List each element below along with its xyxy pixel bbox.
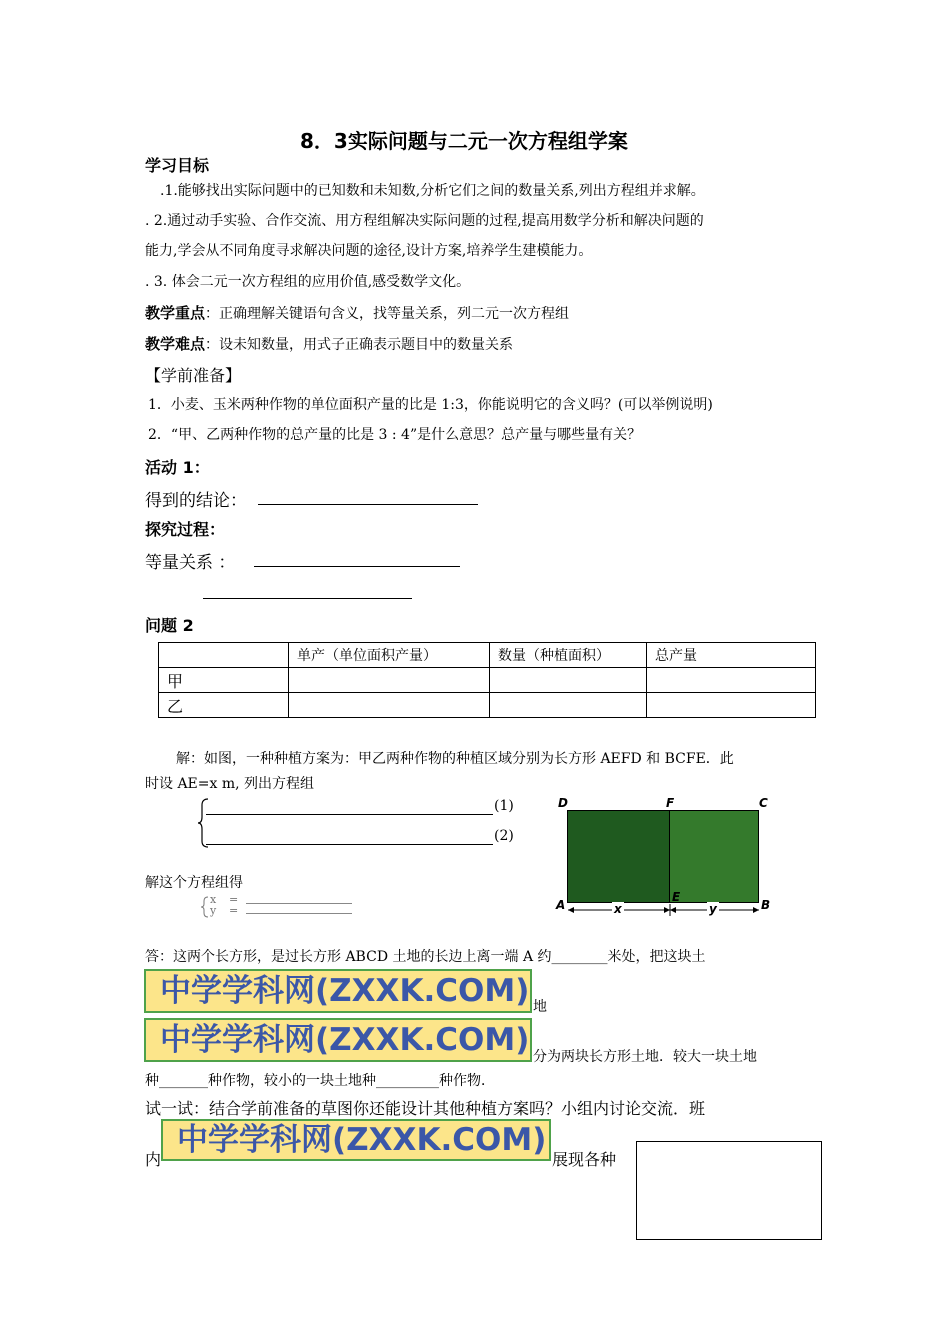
equation-1-label: (1) <box>494 798 514 814</box>
solution-brace-icon <box>200 896 210 918</box>
brace-icon <box>196 797 212 849</box>
table-header-cell: 单产（单位面积产量） <box>289 643 490 668</box>
table-row-label: 乙 <box>159 693 289 718</box>
watermark-logo: 中学学科网(ZXXK.COM) <box>161 1119 551 1161</box>
solution-y-blank[interactable] <box>246 913 352 914</box>
figure-label-b: B <box>761 898 771 912</box>
figure-label-a: A <box>556 898 566 912</box>
objectives-heading: 学习目标 <box>145 156 210 175</box>
activity-heading: 活动 1： <box>145 458 210 477</box>
dimension-arrows-icon <box>567 904 761 916</box>
field-region-jia <box>567 810 671 903</box>
tryit-suffix: 展现各种 <box>552 1150 617 1169</box>
objective-1: .1.能够找出实际问题中的已知数和未知数,分析它们之间的数量关系,列出方程组并求解。 <box>160 183 705 199</box>
table-header-cell: 总产量 <box>647 643 816 668</box>
solution-line-1: 解：如图，一种种植方案为：甲乙两种作物的种植区域分别为长方形 AEFD 和 BCFE．此 <box>176 751 734 767</box>
table-header-cell <box>159 643 289 668</box>
problem2-table <box>158 642 816 718</box>
equation-2-label: (2) <box>494 828 514 844</box>
key-point-label: 教学重点 <box>145 304 206 322</box>
equation-1-blank[interactable] <box>206 814 493 815</box>
page-title: 8．3实际问题与二元一次方程组学案 <box>300 129 628 153</box>
table-cell[interactable] <box>490 668 647 693</box>
prep-heading: 【学前准备】 <box>145 366 242 385</box>
equal-relation-blank-2[interactable] <box>203 598 412 599</box>
table-row-label: 甲 <box>159 668 289 693</box>
field-figure <box>550 796 775 921</box>
difficulty-label: 教学难点 <box>145 335 206 353</box>
table-cell[interactable] <box>647 693 816 718</box>
solution-line-2: 时设 AE=x m, 列出方程组 <box>145 776 315 792</box>
solution-var-y: y <box>210 904 217 917</box>
solution-x-blank[interactable] <box>246 903 352 904</box>
objective-3: . 3. 体会二元一次方程组的应用价值,感受数学文化。 <box>145 274 471 290</box>
tryit-prefix: 内 <box>145 1150 162 1169</box>
figure-label-f: F <box>666 796 675 810</box>
equation-2-blank[interactable] <box>206 844 493 845</box>
answer-fragment-1: 地 <box>533 999 547 1015</box>
equal-relation-label: 等量关系 ： <box>145 553 236 573</box>
watermark-logo: 中学学科网(ZXXK.COM) <box>144 1018 532 1062</box>
figure-label-c: C <box>759 796 768 810</box>
problem2-heading: 问题 2 <box>145 616 194 635</box>
key-point <box>145 302 569 323</box>
table-row <box>159 693 816 718</box>
solution-eq-y: = <box>229 904 239 917</box>
table-header-cell: 数量（种植面积） <box>490 643 647 668</box>
figure-label-y: y <box>709 902 717 916</box>
figure-label-e: E <box>672 890 681 904</box>
conclusion-label: 得到的结论： <box>145 491 247 511</box>
drawing-box[interactable] <box>636 1141 822 1240</box>
table-row <box>159 668 816 693</box>
figure-label-x: x <box>614 902 622 916</box>
table-cell[interactable] <box>289 668 490 693</box>
difficulty-text: ：设未知数量，用式子正确表示题目中的数量关系 <box>205 337 514 353</box>
table-cell[interactable] <box>289 693 490 718</box>
prep-question-2: 2．“甲、乙两种作物的总产量的比是 3 : 4”是什么意思？总产量与哪些量有关？ <box>148 427 642 443</box>
solution-var-x: x <box>210 893 217 906</box>
tryit-line-1: 试一试：结合学前准备的草图你还能设计其他种植方案吗？小组内讨论交流．班 <box>145 1099 706 1118</box>
key-point-text: ：正确理解关键语句含义，找等量关系，列二元一次方程组 <box>205 306 570 322</box>
prep-question-1: 1．小麦、玉米两种作物的单位面积产量的比是 1:3，你能说明它的含义吗？(可以举例说明) <box>148 397 713 413</box>
solve-label: 解这个方程组得 <box>145 875 243 891</box>
table-header-row <box>159 643 816 668</box>
conclusion-blank[interactable] <box>258 504 478 505</box>
field-region-yi <box>669 810 759 903</box>
answer-fragment-2: 分为两块长方形土地．较大一块土地 <box>533 1049 757 1065</box>
table-cell[interactable] <box>647 668 816 693</box>
objective-2: . 2.通过动手实验、合作交流、用方程组解决实际问题的过程,提高用数学分析和解决问题的 <box>145 213 704 229</box>
answer-line-3: 种_______种作物，较小的一块土地种_________种作物． <box>145 1073 495 1089</box>
difficulty <box>145 333 513 354</box>
equal-relation-blank-1[interactable] <box>254 566 460 567</box>
table-cell[interactable] <box>490 693 647 718</box>
figure-label-d: D <box>558 796 568 810</box>
solution-eq-x: = <box>229 893 239 906</box>
objective-2-cont: 能力,学会从不同角度寻求解决问题的途径,设计方案,培养学生建模能力。 <box>145 243 593 259</box>
explore-heading: 探究过程： <box>145 520 226 539</box>
answer-line-1: 答：这两个长方形，是过长方形 ABCD 土地的长边上离一端 A 约________米处，把这块土 <box>145 949 706 965</box>
watermark-logo: 中学学科网(ZXXK.COM) <box>144 969 532 1013</box>
